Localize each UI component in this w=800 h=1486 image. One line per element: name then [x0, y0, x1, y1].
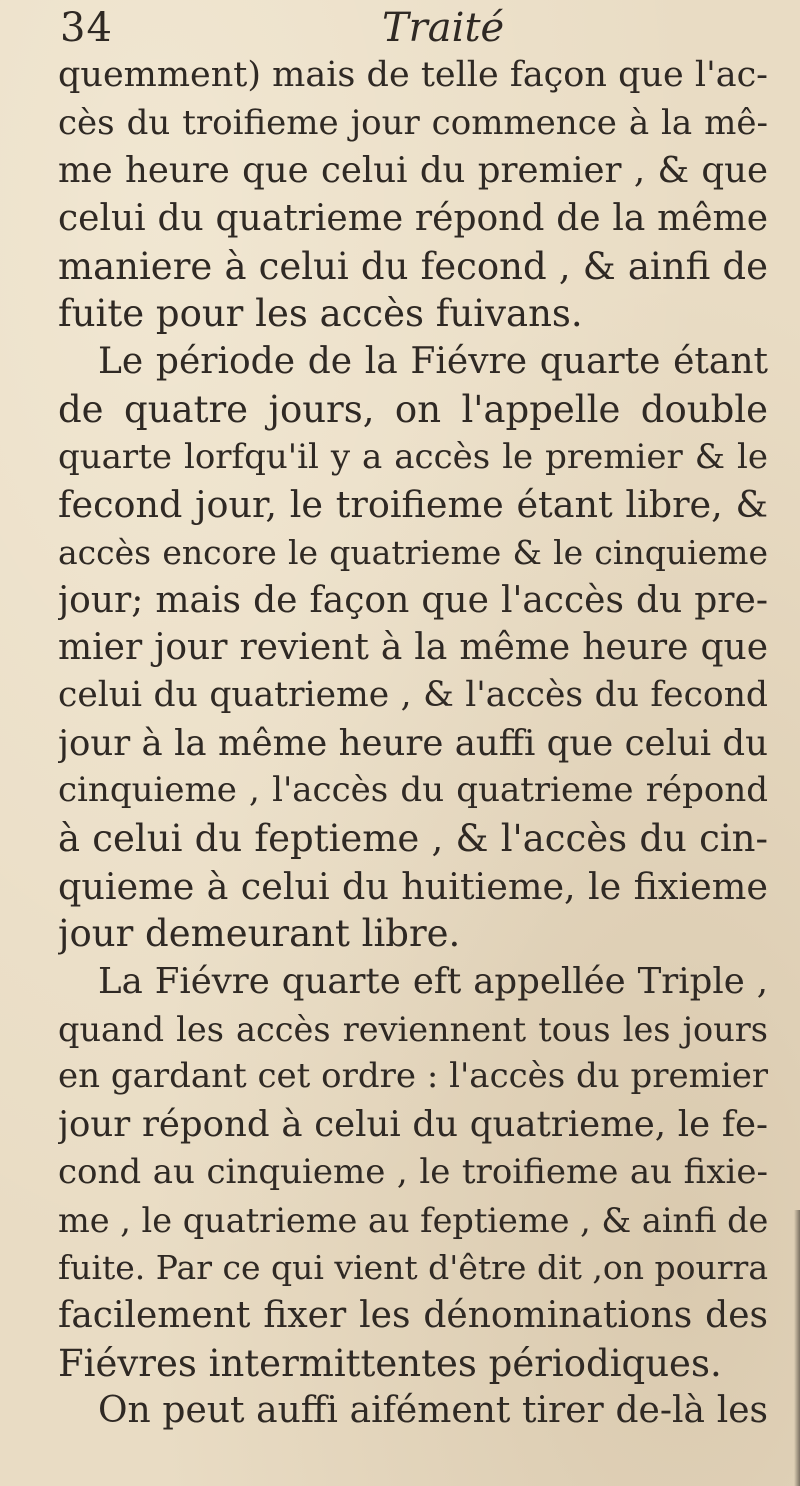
text-line: Fiévres intermittentes périodiques.	[58, 1341, 722, 1385]
text-line: quieme à celui du huitieme, le fixieme	[58, 864, 768, 908]
page-number: 34	[60, 5, 113, 51]
text-line: accès encore le quatrieme & le cinquieme	[58, 532, 768, 572]
paragraph-start-line: On peut auffi aifément tirer de-là les	[98, 1390, 768, 1432]
text-line: jour répond à celui du quatrieme, le fe-	[58, 1104, 768, 1146]
text-line: maniere à celui du fecond , & ainfi de	[58, 244, 768, 288]
running-head	[60, 2, 780, 54]
text-line: fuite. Par ce qui vient d'être dit ,on pourra	[58, 1248, 768, 1288]
running-title: Traité	[382, 5, 505, 51]
text-line: quemment) mais de telle façon que l'ac-	[58, 55, 768, 95]
text-line: de quatre jours, on l'appelle double	[58, 387, 768, 431]
text-line: facilement fixer les dénominations des	[58, 1294, 768, 1336]
paragraph-start-line: La Fiévre quarte eft appellée Triple ,	[98, 961, 768, 1003]
text-line: jour; mais de façon que l'accès du pre-	[58, 579, 768, 621]
text-line: fecond jour, le troifieme étant libre, &	[58, 483, 768, 527]
text-line: jour à la même heure auffi que celui du	[58, 722, 768, 764]
text-line: celui du quatrieme , & l'accès du fecond	[58, 674, 768, 715]
text-line: en gardant cet ordre : l'accès du premier	[58, 1056, 768, 1097]
text-line: cès du troifieme jour commence à la mê-	[58, 102, 768, 143]
text-line: celui du quatrieme répond de la même	[58, 198, 768, 240]
text-line: jour demeurant libre.	[58, 912, 461, 956]
page-edge-shadow	[794, 1210, 800, 1486]
text-line: me , le quatrieme au feptieme , & ainfi de	[58, 1200, 768, 1240]
text-line: quand les accès reviennent tous les jours	[58, 1009, 768, 1049]
text-line: me heure que celui du premier , & que	[58, 150, 768, 192]
text-line: quarte lorfqu'il y a accès le premier & le	[58, 436, 768, 477]
body-text	[58, 52, 768, 1435]
text-line: fuite pour les accès fuivans.	[58, 292, 583, 336]
paragraph-start-line: Le période de la Fiévre quarte étant	[98, 341, 768, 383]
text-line: cinquieme , l'accès du quatrieme répond	[58, 770, 768, 811]
text-line: mier jour revient à la même heure que	[58, 627, 768, 669]
text-line: cond au cinquieme , le troifieme au fixie-	[58, 1151, 768, 1192]
text-line: à celui du feptieme , & l'accès du cin-	[58, 817, 768, 860]
